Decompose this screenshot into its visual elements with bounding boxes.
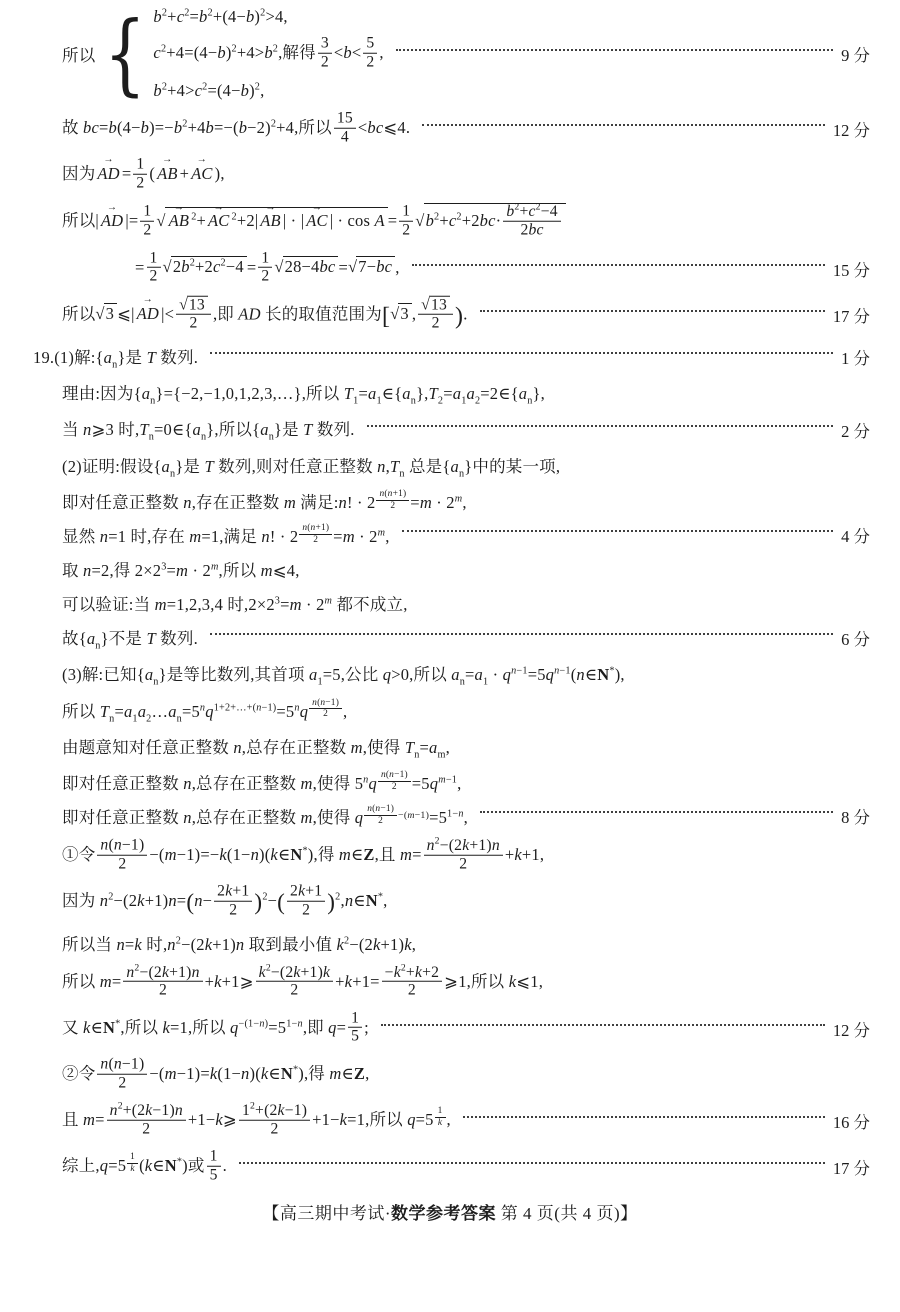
answer-line (62, 1052, 870, 1098)
line-formula: 因为 $n^2-(2k+1)n=(n-$ $\frac{2k+1}{2}$ )$^2$−( $\frac{2k+1}{2}$ )$^2$,n∈N*, (62, 883, 388, 919)
score-label: 12 分 (832, 1020, 870, 1040)
line-formula: ①令 $\frac{n(n-1)}{2}$ −(m−1)=−k(1−n)(k∈N*),得 m∈Z,且 m= $\frac{n^2-(2k+1)n}{2}$ +k+1, (62, 835, 545, 873)
line-formula: 所以 m= $\frac{n^2-(2k+1)n}{2}$ +k+1⩾ $\frac{k^2-(2k+1)k}{2}$ +k+1= $\frac{-k^2+k+2}{2}$ ⩾1,所以 k⩽1, (62, 962, 544, 1000)
answer-line (62, 552, 870, 586)
answer-line (62, 375, 870, 411)
dotted-leader (402, 530, 834, 532)
footer-title: 数学参考答案 (391, 1204, 497, 1224)
line-formula: 可以验证:当 m=1,2,3,4 时$,2\times 2^3=m \cdot 2^m$ 都不成立, (62, 594, 408, 614)
score-label: 15 分 (832, 260, 870, 280)
line-formula: 由题意知对任意正整数 n,总存在正整数 m,使得 $T_n=a_m$, (62, 737, 450, 761)
dotted-leader (210, 633, 833, 635)
case-row: $c^2+4=(4-b)^2+4>b^2$,解得 $\frac{3}{2}$ <b< $\frac{5}{2}$ , (153, 34, 384, 71)
score-label: 12 分 (832, 121, 870, 141)
case-prefix: 所以 (62, 46, 96, 66)
answer-line (62, 1144, 870, 1190)
line-formula: 理由:因为$\{a_n\}=\{-2,-1,0,1,2,3,\dots\}$,所以 $T_1=a_1\in\{a_n\},T_2=a_1a_2=2\in\{a_n\}$, (62, 384, 545, 407)
score-label: 9 分 (841, 46, 870, 66)
line-formula: (2)证明:假设$\{a_n\}$是 T 数列,则对任意正整数 $n,T_n$ 总是$\{a_n\}$中的某一项, (62, 456, 561, 479)
line-formula: 即对任意正整数 n,总存在正整数 m,使得 q $^{\frac{n(n-1)}{2} -(m-1)}=5^{1-n}$, (62, 804, 468, 828)
line-formula: 取 n=2,得 $2\times 2^3=m \cdot 2^m$,所以 m⩽4, (62, 560, 300, 580)
answer-line (62, 106, 870, 152)
answer-line (62, 411, 870, 447)
answer-line (62, 879, 870, 925)
footer-prefix: 【高三期中考试· (262, 1204, 392, 1224)
score-label: 2 分 (841, 421, 870, 441)
answer-line (62, 656, 870, 692)
line-formula: 即对任意正整数 n,总存在正整数 m,使得 5$^n$q $^{\frac{n(n-1)}{2}}$ $=5q^{m-1}$, (62, 770, 462, 794)
case-row: $b^2+4>c^2=(4-b)^2$, (153, 81, 265, 101)
line-formula: 故$\{a_n\}$不是 T 数列. (62, 628, 198, 652)
line-formula: 且 m= $\frac{n^2+(2k-1)n}{2}$ +1−k⩾ $\frac{1^2+(2k-1)}{2}$ +1−k=1,所以 q=5 $^{\frac{1}{k}}$ , (62, 1100, 451, 1138)
line-formula: = $\frac{1}{2}$ $√2b^2+2c^2-4$ = $\frac{1}{2}$ √28−4bc =√7−bc , (135, 249, 400, 285)
dotted-leader (412, 264, 825, 266)
score-label: 16 分 (832, 1113, 870, 1133)
answer-line (62, 1006, 870, 1052)
answer-line (62, 693, 870, 729)
line-formula: 即对任意正整数 n,存在正整数 m 满足:n! · 2 $^{\frac{n(n+1)}{2}}$ $=m \cdot 2^m$, (62, 489, 467, 512)
dotted-leader (480, 310, 825, 312)
line-formula: 因为 AD → = $\frac{1}{2}$ ( AB → + AC → ), (62, 157, 225, 193)
answer-line (62, 198, 870, 245)
answer-line (62, 292, 870, 339)
dotted-leader (396, 49, 833, 51)
page-footer (0, 1199, 900, 1224)
score-label: 17 分 (832, 307, 870, 327)
line-formula: 综上,q=5 $^{\frac{1}{k}}$ (k∈N*)或 $\frac{1}{5}$ . (62, 1148, 227, 1184)
score-label: 8 分 (841, 808, 870, 828)
dotted-leader (480, 811, 833, 813)
score-label: 1 分 (841, 348, 870, 368)
answer-line (62, 833, 870, 879)
line-formula: 19.(1)解$:\{a_n\}$是 T 数列. (33, 347, 199, 371)
answer-lines (0, 2, 900, 1190)
answer-line (135, 246, 870, 292)
answer-line (33, 339, 870, 375)
answer-line (62, 518, 870, 552)
line-formula: ②令 $\frac{n(n-1)}{2}$ −(m−1)=k(1−n)(k∈N*),得 m∈Z, (62, 1055, 370, 1092)
dotted-leader (239, 1162, 825, 1164)
answer-line (62, 799, 870, 833)
score-label: 4 分 (841, 526, 870, 546)
case-row: $b^2+c^2=b^2+(4-b)^2>4$, (153, 7, 288, 26)
answer-line (62, 926, 870, 960)
answer-line (62, 152, 870, 198)
dotted-leader (463, 1116, 825, 1118)
dotted-leader (422, 124, 825, 126)
line-formula: 显然 n=1 时,存在 m=1,满足 n! · 2 $^{\frac{n(n+1)}{2}}$ $=m \cdot 2^m$, (62, 523, 390, 546)
score-label: 17 分 (832, 1159, 870, 1179)
answer-line: 所以 { $b^2+c^2=b^2+(4-b)^2>4$, $c^2+4=(4-b)^2+4>b^2$,解得 $\frac{3}{2}$ <b< $\frac{5}{2}$ , $b^2+4>c^2=(4-b)^2$, 9 分 (62, 2, 870, 106)
dotted-leader (381, 1024, 825, 1026)
answer-line (62, 620, 870, 656)
line-formula: 又 k∈N*,所以 k=1,所以 $q^{-(1-n)}=5^{1-n}$,即 q= $\frac{1}{5}$ ; (62, 1009, 369, 1046)
dotted-leader (367, 425, 834, 427)
line-formula: (3)解:已知$\{a_n\}$是等比数列,其首项 $a_1=5$,公比 q>0,所以 $a_n=a_1$ · $q^{n-1}=5q^{n-1}(n\in N^*)$, (62, 665, 625, 688)
answer-line (62, 729, 870, 765)
dotted-leader (210, 352, 833, 354)
answer-line (62, 1098, 870, 1144)
answer-line (62, 484, 870, 518)
line-formula: 所以 $T_n=a_1a_2\dots a_n=5^nq^{1+2+\dots+(n-1)}=5^nq$ $^{\frac{n(n-1)}{2}}$ , (62, 697, 348, 724)
answer-line (62, 960, 870, 1006)
answer-line (62, 586, 870, 620)
line-formula: 所以√3 ⩽| AD → |< $\frac{√13}{2}$ ,即 AD 长的取值范围为[√3 , $\frac{√13}{2}$ ). (62, 297, 468, 334)
line-formula: 故 $bc=b(4-b)=-b^2+4b=-(b-2)^2+4$,所以 $\frac{15}{4}$ <bc⩽4. (62, 109, 411, 146)
case-rows (153, 7, 383, 101)
answer-line (62, 448, 870, 484)
line-formula: 当 n⩾3 时$,T_n=0\in\{a_n\}$,所以$\{a_n\}$是 T 数列. (62, 420, 355, 443)
answer-line (62, 765, 870, 799)
footer-page-info: 第 4 页(共 4 页)】 (496, 1204, 638, 1224)
line-formula: 所以当 n=k 时$,n^2-(2k+1)n$ 取到最小值 $k^2-(2k+1)k$, (62, 934, 417, 954)
score-label: 6 分 (841, 630, 870, 650)
line-formula: 所以| AD → |= $\frac{1}{2}$ √ AB → $^2$+ AC → $^2$+2| AB → | · | AC → | · cos A = $\frac{1}{2}$ $√b^2+c^2+2bc\cdot$ $\frac{b^2+c^2-4}{2bc}$ (62, 203, 566, 240)
